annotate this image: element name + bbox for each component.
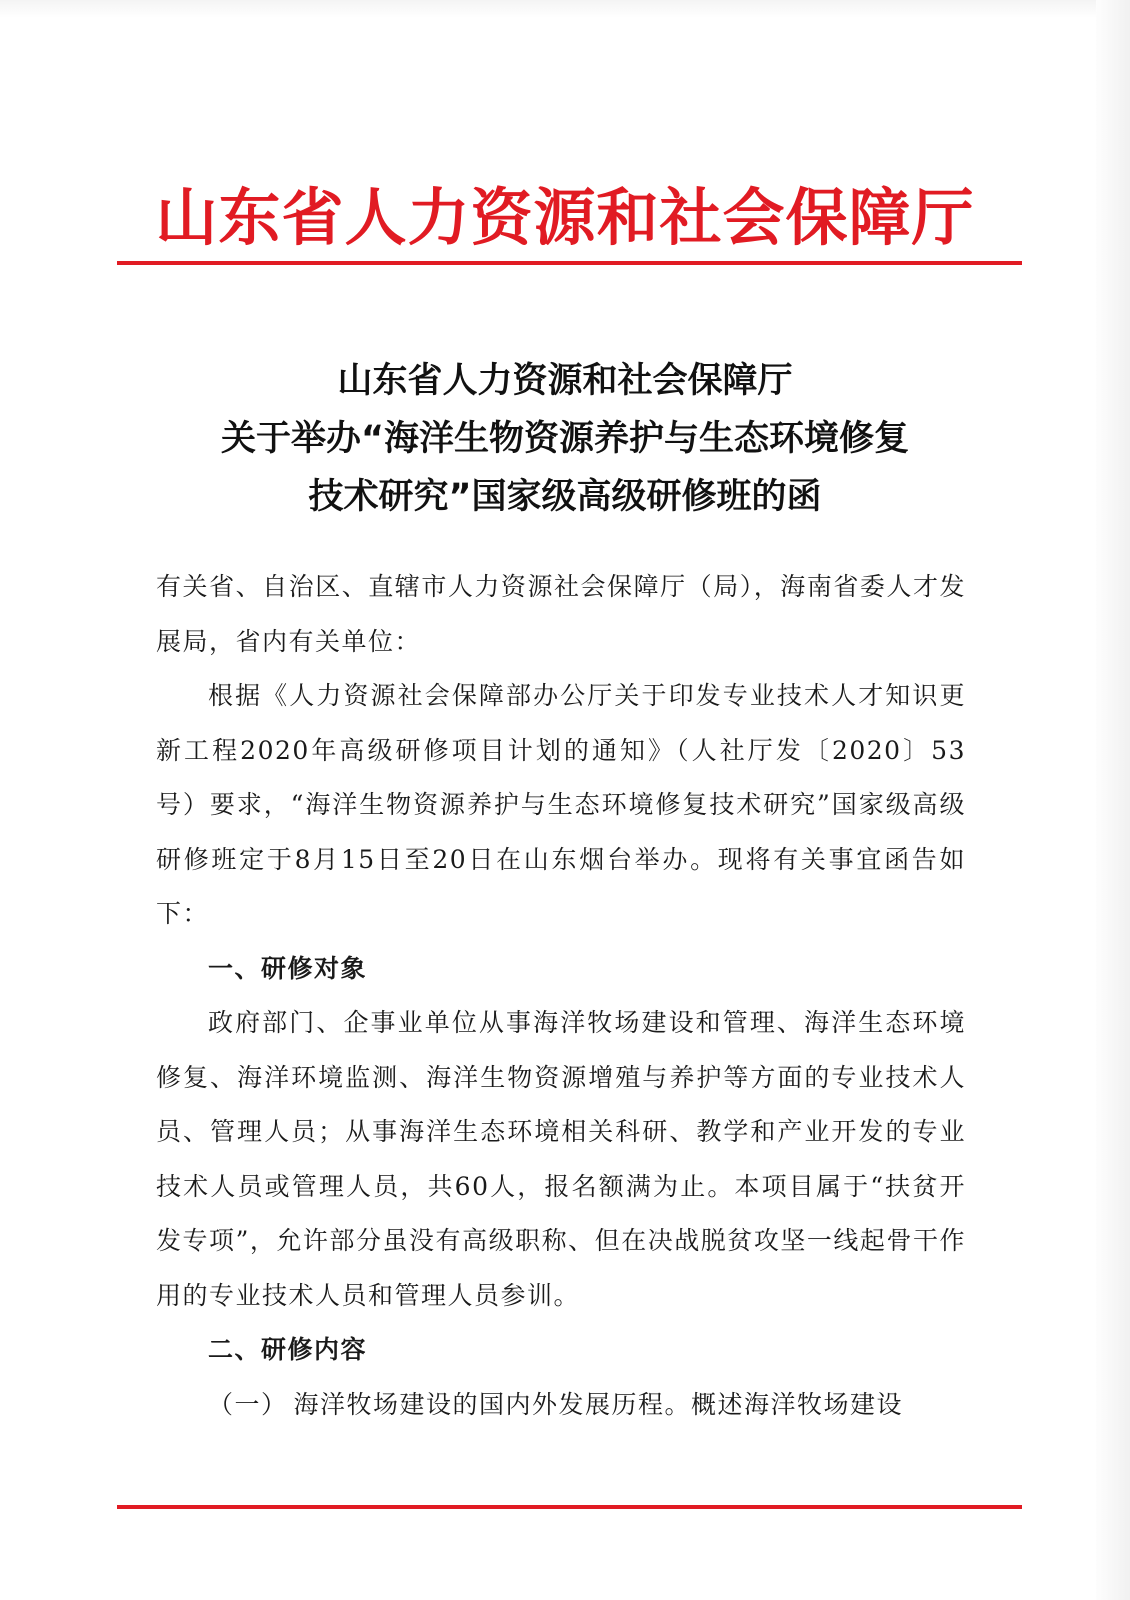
footer-red-rule	[117, 1505, 1022, 1509]
document-title	[0, 352, 1130, 526]
letterhead-title: 山东省人力资源和社会保障厅	[155, 181, 975, 254]
section-heading-content: 二、研修内容	[208, 1335, 368, 1364]
content-item-1-label: （一）	[208, 1389, 288, 1419]
document-title-line-2: 关于举办“海洋生物资源养护与生态环境修复	[220, 419, 909, 459]
content-item-1-text: 海洋牧场建设的国内外发展历程。概述海洋牧场建设	[293, 1389, 904, 1419]
participants-paragraph: 政府部门、企事业单位从事海洋牧场建设和管理、海洋生态环境修复、海洋环境监测、海洋生物资源增殖与养护等方面的专业技术人员、管理人员；从事海洋生态环境相关科研、教学和产业开发的专业技术人员或管理人员，共60人，报名额满为止。本项目属于“扶贫开发专项”，允许部分虽没有高级职称、但在决战脱贫攻坚一线起骨干作用的专业技术人员和管理人员参训。	[156, 1008, 966, 1310]
letterhead-red-rule	[117, 261, 1022, 265]
document-title-line-3: 技术研究”国家级高级研修班的函	[308, 477, 822, 517]
document-body	[156, 560, 966, 1432]
content-item-1	[156, 1378, 966, 1433]
section-heading-participants: 一、研修对象	[208, 953, 368, 983]
scan-edge-top	[0, 0, 1130, 18]
addressee: 有关省、自治区、直辖市人力资源社会保障厅（局），海南省委人才发展局，省内有关单位：	[156, 572, 966, 656]
document-title-line-1: 山东省人力资源和社会保障厅	[337, 361, 793, 401]
intro-paragraph: 根据《人力资源社会保障部办公厅关于印发专业技术人才知识更新工程2020年高级研修项目计划的通知》（人社厅发〔2020〕53号）要求，“海洋生物资源养护与生态环境修复技术研究”国家级高级研修班定于8月15日至20日在山东烟台举办。现将有关事宜函告如下：	[156, 681, 966, 928]
